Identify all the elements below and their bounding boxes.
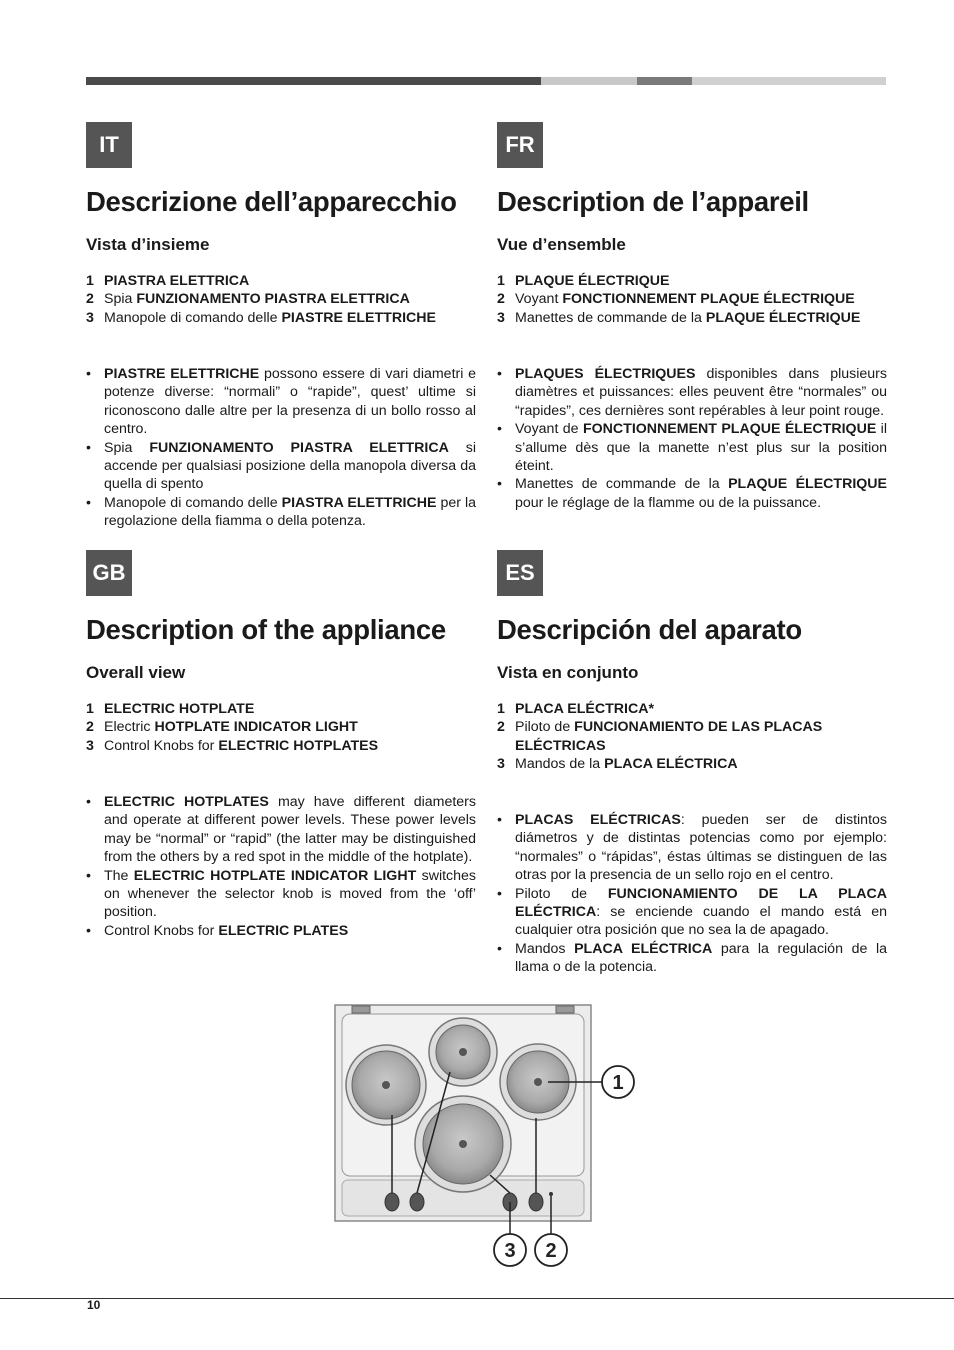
callout-3-label: 3 (504, 1240, 516, 1262)
bullet-body: il s’allume dès que la manette n’est plus sur la position éteint. (515, 421, 887, 475)
bullet-item (86, 494, 476, 531)
item-text (104, 272, 249, 290)
item-text (104, 718, 358, 736)
control-knob-1 (385, 1193, 399, 1211)
item-bold: ELECTRIC HOTPLATES (218, 737, 379, 754)
control-knob-2 (410, 1193, 424, 1211)
bullet-item (86, 793, 476, 867)
bullet-text (515, 811, 887, 885)
parts-list-item (497, 718, 887, 755)
item-prefix: Electric (104, 719, 155, 736)
item-number: 2 (497, 291, 505, 308)
item-number: 3 (497, 309, 505, 326)
bullet-body: : se enciende cuando el mando está en cualquier otra posición que no sea la de apagado. (515, 904, 887, 939)
parts-list-item (86, 290, 476, 308)
section-subtitle: Vue d’ensemble (497, 235, 626, 254)
bullet-body: para la regulación de la llama o de la potencia. (515, 940, 888, 976)
language-badge: IT (86, 122, 132, 168)
item-text (515, 309, 860, 327)
item-prefix: Voyant (515, 291, 563, 308)
bullet-prefix: Control Knobs for (104, 922, 219, 939)
bullet-dot: • (497, 366, 502, 382)
callout-2-label: 2 (545, 1240, 557, 1262)
item-number: 1 (86, 701, 94, 717)
bullet-dot: • (86, 794, 91, 810)
bullet-dot: • (497, 940, 502, 957)
bullet-body: may have different diameters and operate at different power levels. These power levels may be “normal” or “rapid” (the latter may be distinguished from the others by a red spot in the middle of the hotplate). (104, 794, 476, 866)
item-prefix: Mandos de la (515, 756, 605, 773)
item-number: 3 (86, 309, 94, 326)
section-french (497, 122, 887, 542)
bullet-bold: PLAQUES ÉLECTRIQUES (515, 366, 696, 382)
section-subtitle: Overall view (86, 663, 186, 682)
item-number: 3 (86, 737, 94, 754)
parts-list (497, 700, 887, 774)
item-bold: PLAQUE ÉLECTRIQUE (515, 273, 670, 289)
parts-list-item (497, 290, 887, 308)
bullet-prefix: Manopole di comando delle (104, 494, 282, 511)
bullet-item (86, 922, 476, 940)
parts-list-item (497, 755, 887, 773)
bullet-text (104, 793, 476, 867)
bullet-body: pour le réglage de la flamme ou de la puissance. (515, 494, 822, 511)
bullet-item (86, 365, 476, 439)
bullet-text (104, 439, 476, 494)
section-subtitle: Vista en conjunto (497, 663, 639, 682)
item-bold: FONCTIONNEMENT PLAQUE ÉLECTRIQUE (562, 291, 855, 308)
bullet-prefix: Voyant de (515, 421, 583, 438)
bullet-dot: • (497, 476, 502, 493)
item-text (515, 272, 670, 290)
control-knob-4 (529, 1193, 543, 1211)
bullet-dot: • (497, 421, 502, 438)
bullet-text (104, 365, 476, 439)
bullet-item (86, 439, 476, 494)
bullet-item (497, 885, 887, 940)
parts-list-item (86, 272, 476, 290)
bullet-body: si accende per qualsiasi posizione della manopola diversa da quella di spento (104, 439, 477, 493)
page-number: 10 (87, 1298, 101, 1312)
section-italian (86, 122, 476, 542)
bullet-bold: ELECTRIC HOTPLATES (104, 794, 269, 810)
item-text (515, 700, 654, 718)
section-subtitle: Vista d’insieme (86, 235, 210, 254)
parts-list-item (86, 737, 476, 755)
bullet-list (497, 365, 887, 512)
item-text (515, 718, 887, 755)
bullet-bold: PIASTRA ELETTRICHE (281, 494, 437, 511)
top-color-bar (86, 77, 886, 85)
item-text (104, 309, 436, 327)
clip-left (352, 1006, 370, 1013)
bullet-prefix: Spia (104, 439, 150, 456)
bullet-bold: PLACA ELÉCTRICA (574, 940, 713, 957)
bullet-bold: PLACAS ELÉCTRICAS (515, 812, 681, 828)
bullet-dot: • (497, 885, 502, 902)
bullet-dot: • (86, 867, 91, 884)
bullet-dot: • (86, 366, 91, 382)
bullet-text (515, 420, 887, 475)
hotplate-left (346, 1045, 426, 1125)
section-spanish (497, 550, 888, 976)
bullet-body: : pueden ser de distintos diámetros y de distintas potencias como por ejemplo: “normales” o “rápidas”, éstas últimas se distinguen de las otras por la presencia de un sello rojo en el centro. (515, 812, 888, 884)
item-number: 1 (497, 701, 505, 717)
bullet-prefix: Mandos (515, 940, 575, 957)
bullet-dot: • (86, 439, 91, 456)
bullet-body: switches on whenever the selector knob is moved from the ‘off’ position. (104, 867, 476, 921)
bullet-text (104, 922, 348, 940)
bullet-body: disponibles dans plusieurs diamètres et puissances: elles peuvent être “normales” ou “rapides”, ces dernières sont repérables à leur point rouge. (515, 366, 887, 419)
parts-list (86, 272, 476, 327)
item-bold: FUNZIONAMENTO PIASTRA ELETTRICA (136, 291, 410, 308)
parts-list-item (497, 700, 887, 718)
bullet-bold: FONCTIONNEMENT PLAQUE ÉLECTRIQUE (582, 421, 877, 438)
bullet-list (86, 365, 476, 531)
bullet-list (497, 811, 887, 977)
bullet-bold: ELECTRIC PLATES (218, 922, 349, 939)
bullet-dot: • (86, 922, 91, 939)
section-english (86, 550, 476, 970)
bullet-bold: ELECTRIC HOTPLATE INDICATOR LIGHT (133, 867, 417, 884)
bullet-body: possono essere di vari diametri e potenze diverse: “normali” o “rapide”, quest’ ultime si riconoscono dalle altre per la presenza di un bollo rosso al centro. (104, 366, 476, 438)
item-number: 2 (86, 291, 94, 308)
item-text (104, 737, 378, 755)
item-prefix: Manettes de commande de la (515, 309, 706, 326)
bullet-list (86, 793, 476, 940)
language-badge: ES (497, 550, 543, 596)
item-prefix: Control Knobs for (104, 737, 219, 754)
item-bold: ELECTRIC HOTPLATE (104, 701, 255, 717)
item-bold: PLACA ELÉCTRICA (604, 756, 738, 773)
indicator-light (549, 1192, 553, 1196)
section-title: Description de l’appareil (497, 186, 809, 217)
hob-diagram (330, 1000, 650, 1275)
language-badge: FR (497, 122, 543, 168)
bullet-dot: • (86, 494, 91, 511)
hotplate-top (429, 1018, 497, 1086)
callout-2 (535, 1234, 567, 1266)
bullet-bold: PIASTRE ELETTRICHE (104, 366, 260, 382)
bullet-item (497, 475, 887, 512)
item-number: 2 (497, 719, 505, 736)
item-text (104, 700, 254, 718)
bullet-bold: FUNCIONAMIENTO DE LA PLACA ELÉCTRICA (515, 885, 888, 921)
item-bold: PIASTRE ELETTRICHE (281, 309, 436, 326)
item-prefix: Piloto de (515, 719, 575, 736)
bullet-bold: FUNZIONAMENTO PIASTRA ELETTRICA (149, 439, 449, 456)
item-bold: PLACA ELÉCTRICA* (515, 701, 654, 717)
bullet-text (104, 867, 476, 922)
parts-list-item (497, 272, 887, 290)
bullet-text (515, 940, 887, 977)
section-title: Descripción del aparato (497, 614, 802, 645)
bullet-prefix: Piloto de (515, 885, 608, 902)
callout-1-label: 1 (612, 1072, 624, 1094)
parts-list-item (86, 309, 476, 327)
section-title: Descrizione dell’apparecchio (86, 186, 457, 217)
parts-list (86, 700, 476, 755)
bullet-text (515, 885, 887, 940)
item-text (515, 755, 738, 773)
clip-right (556, 1006, 574, 1013)
top-bar-dark-segment (86, 77, 541, 85)
parts-list (497, 272, 887, 327)
item-number: 1 (86, 273, 94, 289)
item-prefix: Spia (104, 291, 137, 308)
bullet-text (104, 494, 476, 531)
top-bar-light-segment (541, 77, 637, 85)
bullet-item (497, 365, 887, 420)
bullet-item (497, 940, 887, 977)
bullet-bold: PLAQUE ÉLECTRIQUE (728, 476, 887, 493)
language-badge: GB (86, 550, 132, 596)
bullet-item (497, 420, 887, 475)
item-bold: PIASTRA ELETTRICA (104, 273, 250, 289)
bullet-body: per la regolazione della fiamma o della potenza. (104, 494, 476, 530)
item-prefix: Manopole di comando delle (104, 309, 282, 326)
item-number: 1 (497, 273, 505, 289)
footer-rule (0, 1298, 954, 1299)
bullet-text (515, 365, 887, 420)
item-text (104, 290, 410, 308)
bullet-dot: • (497, 812, 502, 828)
section-title: Description of the appliance (86, 614, 446, 645)
callout-3 (494, 1234, 526, 1266)
parts-list-item (86, 718, 476, 736)
bullet-prefix: Manettes de commande de la (515, 476, 729, 493)
hotplate-front (415, 1096, 511, 1192)
bullet-item (497, 811, 887, 885)
top-bar-mid-segment (637, 77, 692, 85)
item-bold: FUNCIONAMIENTO DE LAS PLACAS ELÉCTRICAS (515, 719, 823, 754)
item-bold: HOTPLATE INDICATOR LIGHT (154, 719, 358, 736)
parts-list-item (86, 700, 476, 718)
parts-list-item (497, 309, 887, 327)
bullet-item (86, 867, 476, 922)
item-number: 3 (497, 756, 505, 773)
bullet-prefix: The (104, 867, 134, 884)
item-text (515, 290, 855, 308)
item-bold: PLAQUE ÉLECTRIQUE (705, 309, 861, 326)
item-number: 2 (86, 719, 94, 736)
top-bar-light-segment-2 (692, 77, 886, 85)
callout-1 (602, 1066, 634, 1098)
bullet-text (515, 475, 887, 512)
